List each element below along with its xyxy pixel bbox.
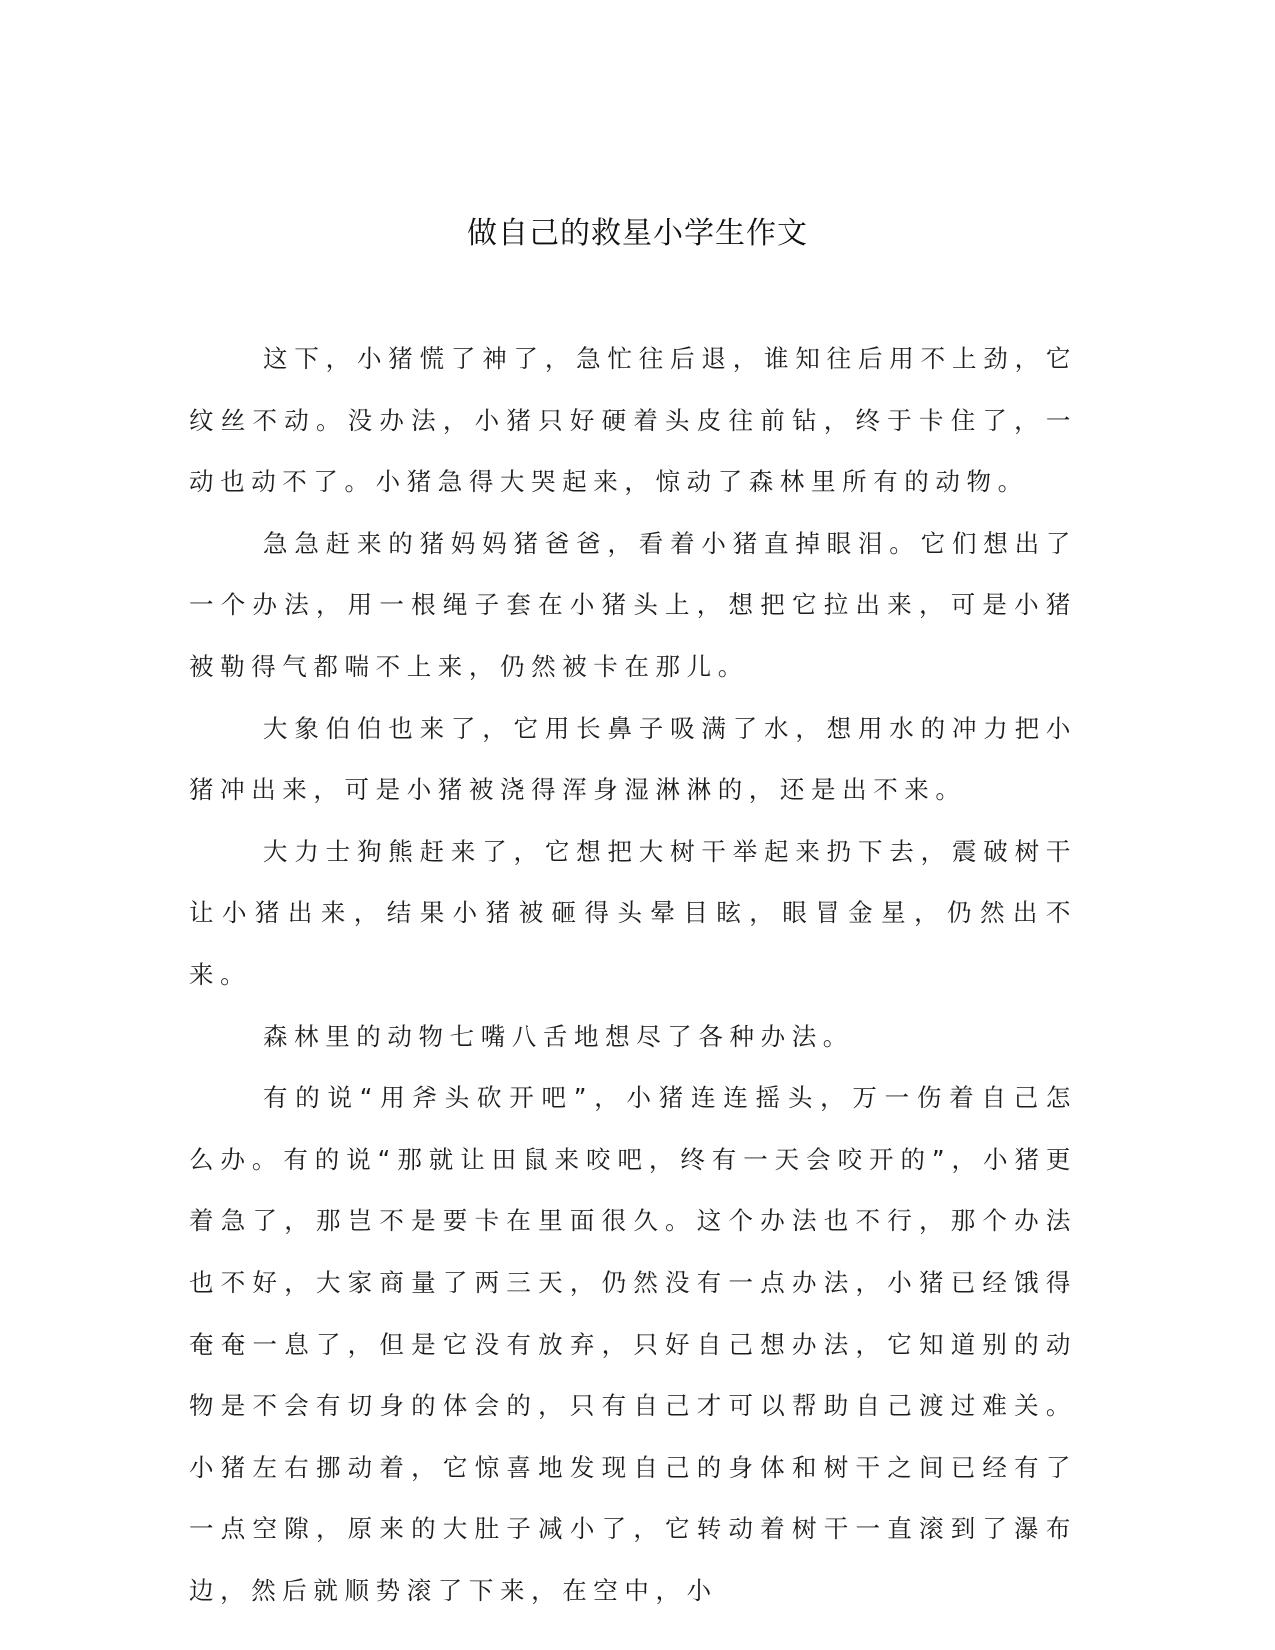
- document-title: 做自己的救星小学生作文: [467, 216, 808, 251]
- paragraph-5: 森林里的动物七嘴八舌地想尽了各种办法。: [263, 1021, 854, 1051]
- paragraph-6: 有的说“用斧头砍开吧”，小猪连连摇头，万一伤着自己怎么办。有的说“那就让田鼠来咬吧，终有一天会咬开的”，小猪更着急了，那岂不是要卡在里面很久。这个办法也不行，那个办法也不好，大家商量了两三天，仍然没有一点办法，小猪已经饿得奄奄一息了，但是它没有放弃，只好自己想办法，它知道别的动物是不会有切身的体会的，只有自己才可以帮助自己渡过难关。小猪左右挪动着，它惊喜地发现自己的身体和树干之间已经有了一点空隙，原来的大肚子减小了，它转动着树干一直滚到了瀑布边，然后就顺势滚了下来，在空中，小: [189, 1083, 1077, 1605]
- paragraph-2: 急急赶来的猪妈妈猪爸爸，看着小猪直掉眼泪。它们想出了一个办法，用一根绳子套在小猪头上，想把它拉出来，可是小猪被勒得气都喘不上来，仍然被卡在那儿。: [189, 528, 1077, 681]
- paragraph-3: 大象伯伯也来了，它用长鼻子吸满了水，想用水的冲力把小猪冲出来，可是小猪被浇得浑身湿淋淋的，还是出不来。: [189, 713, 1077, 805]
- paragraph-4: 大力士狗熊赶来了，它想把大树干举起来扔下去，震破树干让小猪出来，结果小猪被砸得头晕目眩，眼冒金星，仍然出不来。: [189, 836, 1077, 989]
- paragraph-1: 这下，小猪慌了神了，急忙往后退，谁知往后用不上劲，它纹丝不动。没办法，小猪只好硬着头皮往前钻，终于卡住了，一动也动不了。小猪急得大哭起来，惊动了森林里所有的动物。: [189, 344, 1077, 497]
- document-body: [189, 328, 1077, 1621]
